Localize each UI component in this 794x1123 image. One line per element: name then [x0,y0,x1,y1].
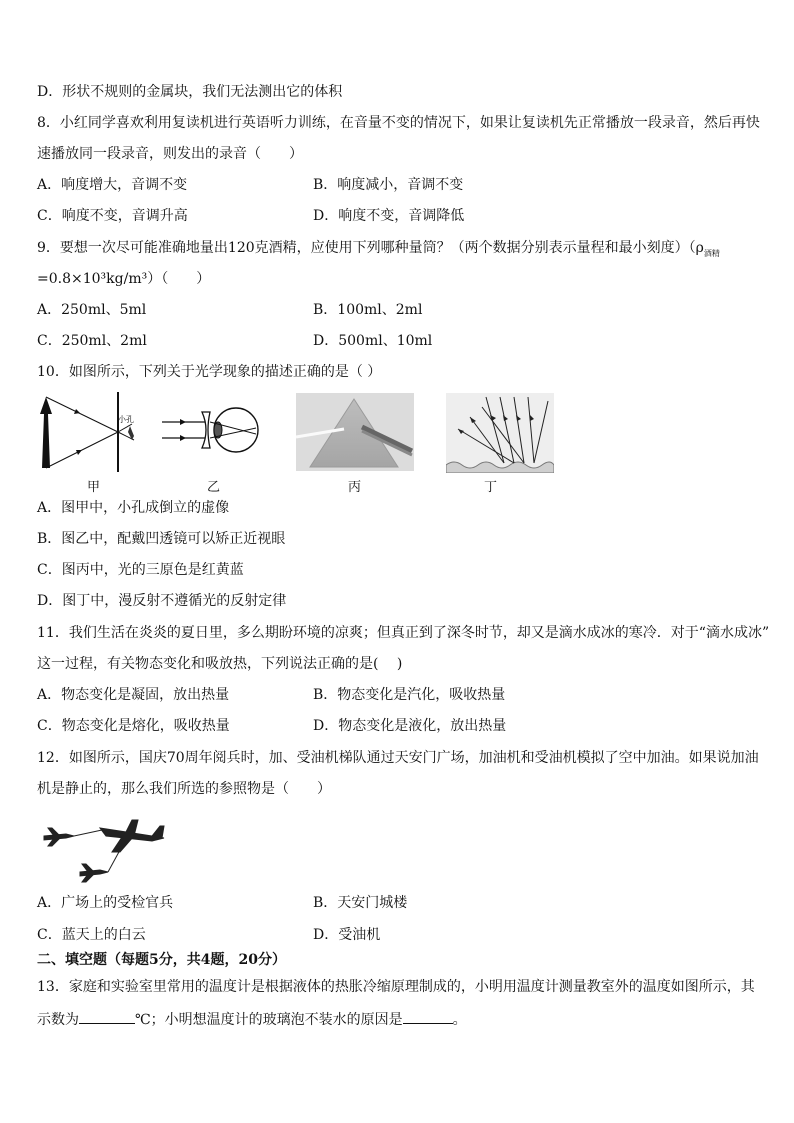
q11-stem-line1: 11．我们生活在炎炎的夏日里，多么期盼环境的凉爽；但真正到了深冬时节，却又是滴水成冰的寒冷．对于“滴水成冰” [37,625,770,641]
q12-option-c: C．蓝天上的白云 [37,927,146,943]
q13-stem-line1: 13．家庭和实验室里常用的温度计是根据液体的热胀冷缩原理制成的，小明用温度计测量教室外的温度如图所示，其 [37,979,755,995]
q13-blank-1[interactable] [79,1009,135,1024]
q8-option-b: B．响度减小，音调不变 [313,177,464,193]
q12-option-b: B．天安门城楼 [313,895,408,911]
q11-option-a: A．物态变化是凝固，放出热量 [37,687,230,703]
q10-option-b: B．图乙中，配戴凹透镜可以矫正近视眼 [37,531,286,547]
q12-option-d: D．受油机 [313,927,381,943]
q10-option-a: A．图甲中，小孔成倒立的虚像 [37,500,230,516]
q10-option-d: D．图丁中，漫反射不遵循光的反射定律 [37,593,287,609]
figure-jia-pinhole [36,392,144,472]
q13-text-c: 。 [452,1012,467,1028]
q11-stem-line2: 这一过程，有关物态变化和吸放热，下列说法正确的是( ) [37,656,403,672]
q8-option-c: C．响度不变，音调升高 [37,208,188,224]
q11-option-d: D．物态变化是液化，放出热量 [313,718,507,734]
figure-yi-eye-lens [160,400,270,462]
q13-blank-2[interactable] [403,1009,453,1024]
q9-option-b: B．100ml、2ml [313,302,423,318]
q8-option-d: D．响度不变，音调降低 [313,208,465,224]
q12-stem-line1: 12．如图所示，国庆70周年阅兵时，加、受油机梯队通过天安门广场，加油机和受油机模拟了空中加油。如果说加油 [37,750,759,766]
q9-option-a: A．250ml、5ml [37,302,147,318]
caption-jia: 甲 [87,480,101,495]
caption-yi: 乙 [207,480,221,495]
q10-option-c: C．图丙中，光的三原色是红黄蓝 [37,562,244,578]
pinhole-label: 小孔 [118,415,134,424]
q9-option-d: D．500ml、10ml [313,333,433,349]
q13-text-a: 示数为 [37,1012,79,1028]
q10-stem: 10．如图所示，下列关于光学现象的描述正确的是（ ） [37,364,382,380]
q11-option-c: C．物态变化是熔化，吸收热量 [37,718,230,734]
q13-stem-line2 [37,1009,467,1030]
q8-stem-line2: 速播放同一段录音，则发出的录音（ ） [37,146,303,162]
q9-stem-line1 [37,238,720,264]
q11-option-b: B．物态变化是汽化，吸收热量 [313,687,506,703]
q9-stem-text: 9．要想一次尽可能准确地量出120克酒精，应使用下列哪种量筒？（两个数据分别表示量程和最小刻度）（ρ [37,240,704,256]
q12-stem-line2: 机是静止的，那么我们所选的参照物是（ ） [37,781,331,797]
q9-option-c: C．250ml、2ml [37,333,147,349]
figure-ding-diffuse-reflection [446,393,554,473]
caption-bing: 丙 [348,480,362,495]
q12-option-a: A．广场上的受检官兵 [37,895,174,911]
rho-subscript: 酒精 [703,248,720,258]
q7-option-d: D．形状不规则的金属块，我们无法测出它的体积 [37,84,343,100]
figure-bing-prism [296,393,414,471]
q8-option-a: A．响度增大，音调不变 [37,177,188,193]
q8-stem-line1: 8．小红同学喜欢利用复读机进行英语听力训练，在音量不变的情况下，如果让复读机先正常播放一段录音，然后再快 [37,115,760,131]
q13-text-b: ℃；小明想温度计的玻璃泡不装水的原因是 [135,1012,403,1028]
figure-aerial-refueling [40,816,170,886]
section-2-title: 二、填空题（每题5分，共4题，20分） [37,952,286,968]
q9-stem-line2: =0.8×10³kg/m³）（ ） [37,271,211,287]
caption-ding: 丁 [484,480,498,495]
